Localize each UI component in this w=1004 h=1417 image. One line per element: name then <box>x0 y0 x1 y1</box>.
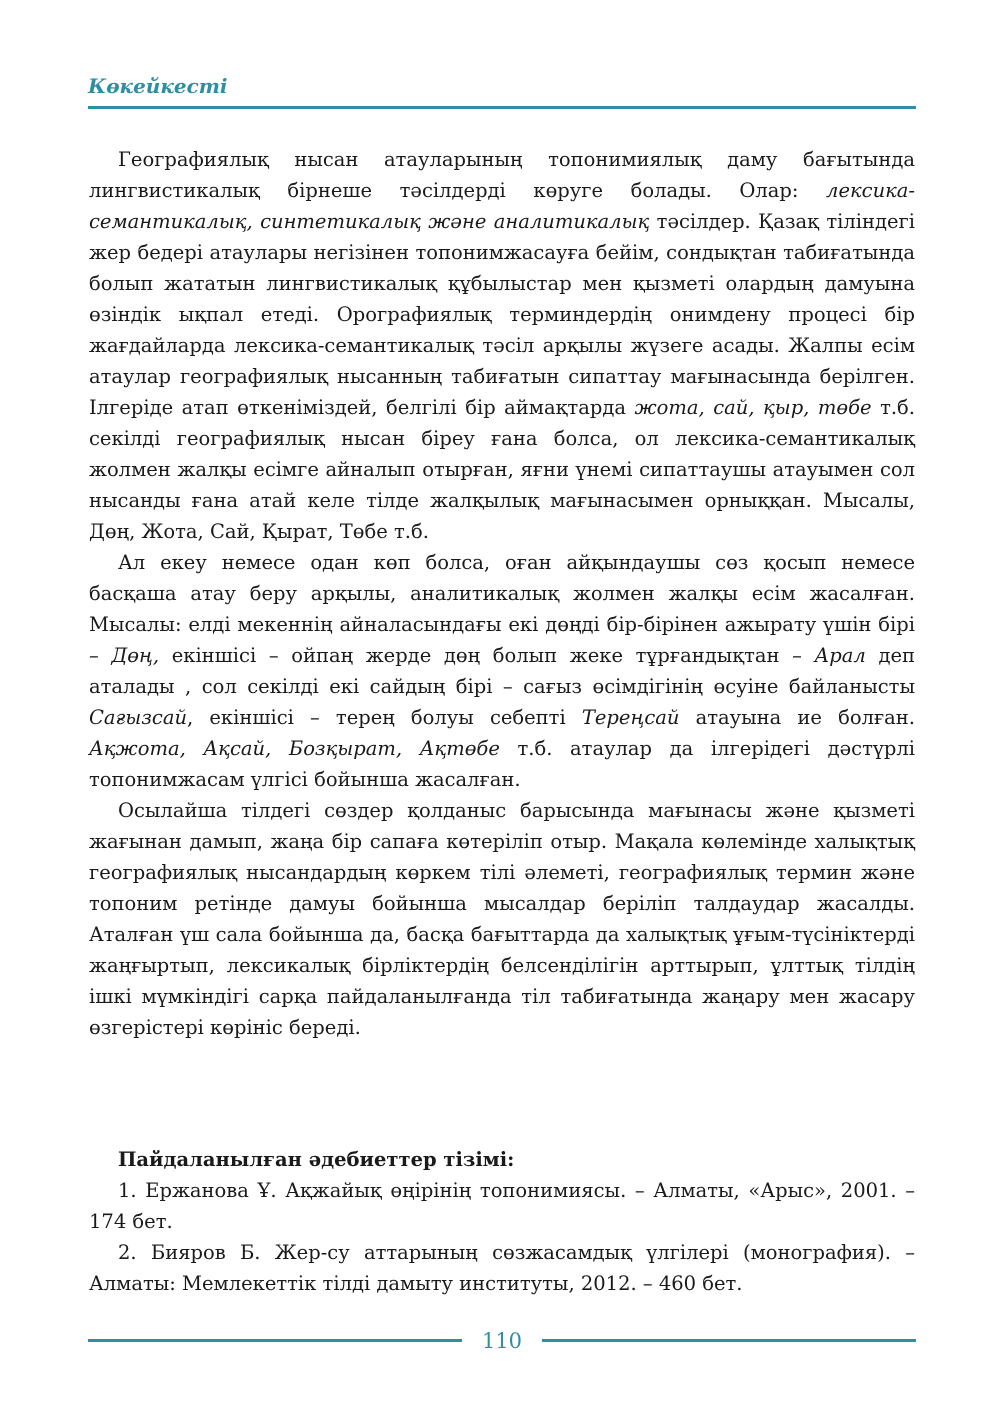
text-run: , екіншісі – терең болуы себепті <box>187 706 582 729</box>
paragraph <box>89 144 915 547</box>
text-run: т.б. секілді географиялық нысан біреу ғана болса, ол лексика-семантикалық жолмен жалқы есімге айналып отырған, яғни үнемі сипаттаушы атауымен сол нысанды ғана атай келе тілде жалқылық мағынасымен орныққан. Мысалы, Дөң, Жота, Сай, Қырат, Төбе т.б. <box>89 396 915 543</box>
running-header <box>88 72 916 100</box>
text-run: т.б. атаулар да ілгерідегі дәстүрлі топонимжасам үлгісі бойынша жасалған. <box>89 737 915 791</box>
italic-term: Дөң, <box>111 644 160 667</box>
text-run: атауына ие болған. <box>679 706 916 729</box>
text-run: Географиялық нысан атауларының топонимиялық даму бағытында лингвистикалық бірнеше тәсілдерді көруге болады. Олар: <box>89 148 915 202</box>
text-run: Осылайша тілдегі сөздер қолданыс барысында мағынасы және қызметі жағынан дамып, жаңа бір сапаға көтеріліп отыр. Мақала көлемінде халықтық географиялық нысандардың көркем тілі әлеметі, географиялық термин және топоним ретінде дамуы бойынша мысалдар беріліп талдаудар жасалды. Аталған үш сала бойынша да, басқа бағыттарда да халықтық ұғым-түсініктерді жаңғыртып, лексикалық бірліктердің белсенділігін арттырып, ұлттық тілдің ішкі мүмкіндігі сарқа пайдаланылғанда тіл табиғатында жаңару мен жасару өзгерістері көрініс береді. <box>89 799 915 1039</box>
section-title: Көкейкесті <box>88 74 228 98</box>
italic-term: Сағызсай <box>89 706 188 729</box>
text-run: деп аталады , сол секілді екі сайдың бірі – сағыз өсімдігінің өсуіне байланысты <box>89 644 915 698</box>
italic-term: Ақжота, Ақсай, Бозқырат, Ақтөбе <box>89 737 500 760</box>
references <box>89 1144 915 1299</box>
italic-term: Тереңсай <box>581 706 680 729</box>
italic-term: лексика-семантикалық, синтетикалық және аналитикалық <box>89 179 915 233</box>
paragraph <box>89 547 915 795</box>
text-run: Ал екеу немесе одан көп болса, оған айқындаушы сөз қосып немесе басқаша атау беру арқылы, аналитикалық жолмен жалқы есім жасалған. Мысалы: елді мекеннің айналасындағы екі дөңді бір-бірінен ажырату үшін бірі – <box>89 551 915 667</box>
body-text <box>89 144 915 1043</box>
footer-rule-right <box>542 1339 916 1342</box>
footer-rule-left <box>88 1339 462 1342</box>
text-run: тәсілдер. Қазақ тіліндегі жер бедері атаулары негізінен топонимжасауға бейім, сондықтан табиғатында болып жататын лингвистикалық құбылыстар мен қызметі олардың дамуына өзіндік ықпал етеді. Орографиялық терминдердің онимдену процесі бір жағдайларда лексика-семантикалық тәсіл арқылы жүзеге асады. Жалпы есім атаулар географиялық нысанның табиғатын сипаттау мағынасында берілген. Ілгеріде атап өткеніміздей, белгілі бір аймақтарда <box>89 210 915 419</box>
reference-item: 1. Ержанова Ұ. Ақжайық өңірінің топонимиясы. – Алматы, «Арыс», 2001. – 174 бет. <box>89 1179 915 1233</box>
page-number: 110 <box>481 1329 523 1353</box>
paragraph <box>89 795 915 1043</box>
header-rule <box>88 106 916 109</box>
text-run: екіншісі – ойпаң жерде дөң болып жеке тұрғандықтан – <box>159 644 815 667</box>
italic-term: жота, сай, қыр, төбе <box>634 396 872 419</box>
references-title: Пайдаланылған әдебиеттер тізімі: <box>118 1148 515 1171</box>
reference-item: 2. Бияров Б. Жер-су аттарының сөзжасамдық үлгілері (монография). – Алматы: Мемлекеттік тілді дамыту институты, 2012. – 460 бет. <box>89 1241 915 1295</box>
page-footer <box>88 1325 916 1357</box>
italic-term: Арал <box>814 644 866 667</box>
